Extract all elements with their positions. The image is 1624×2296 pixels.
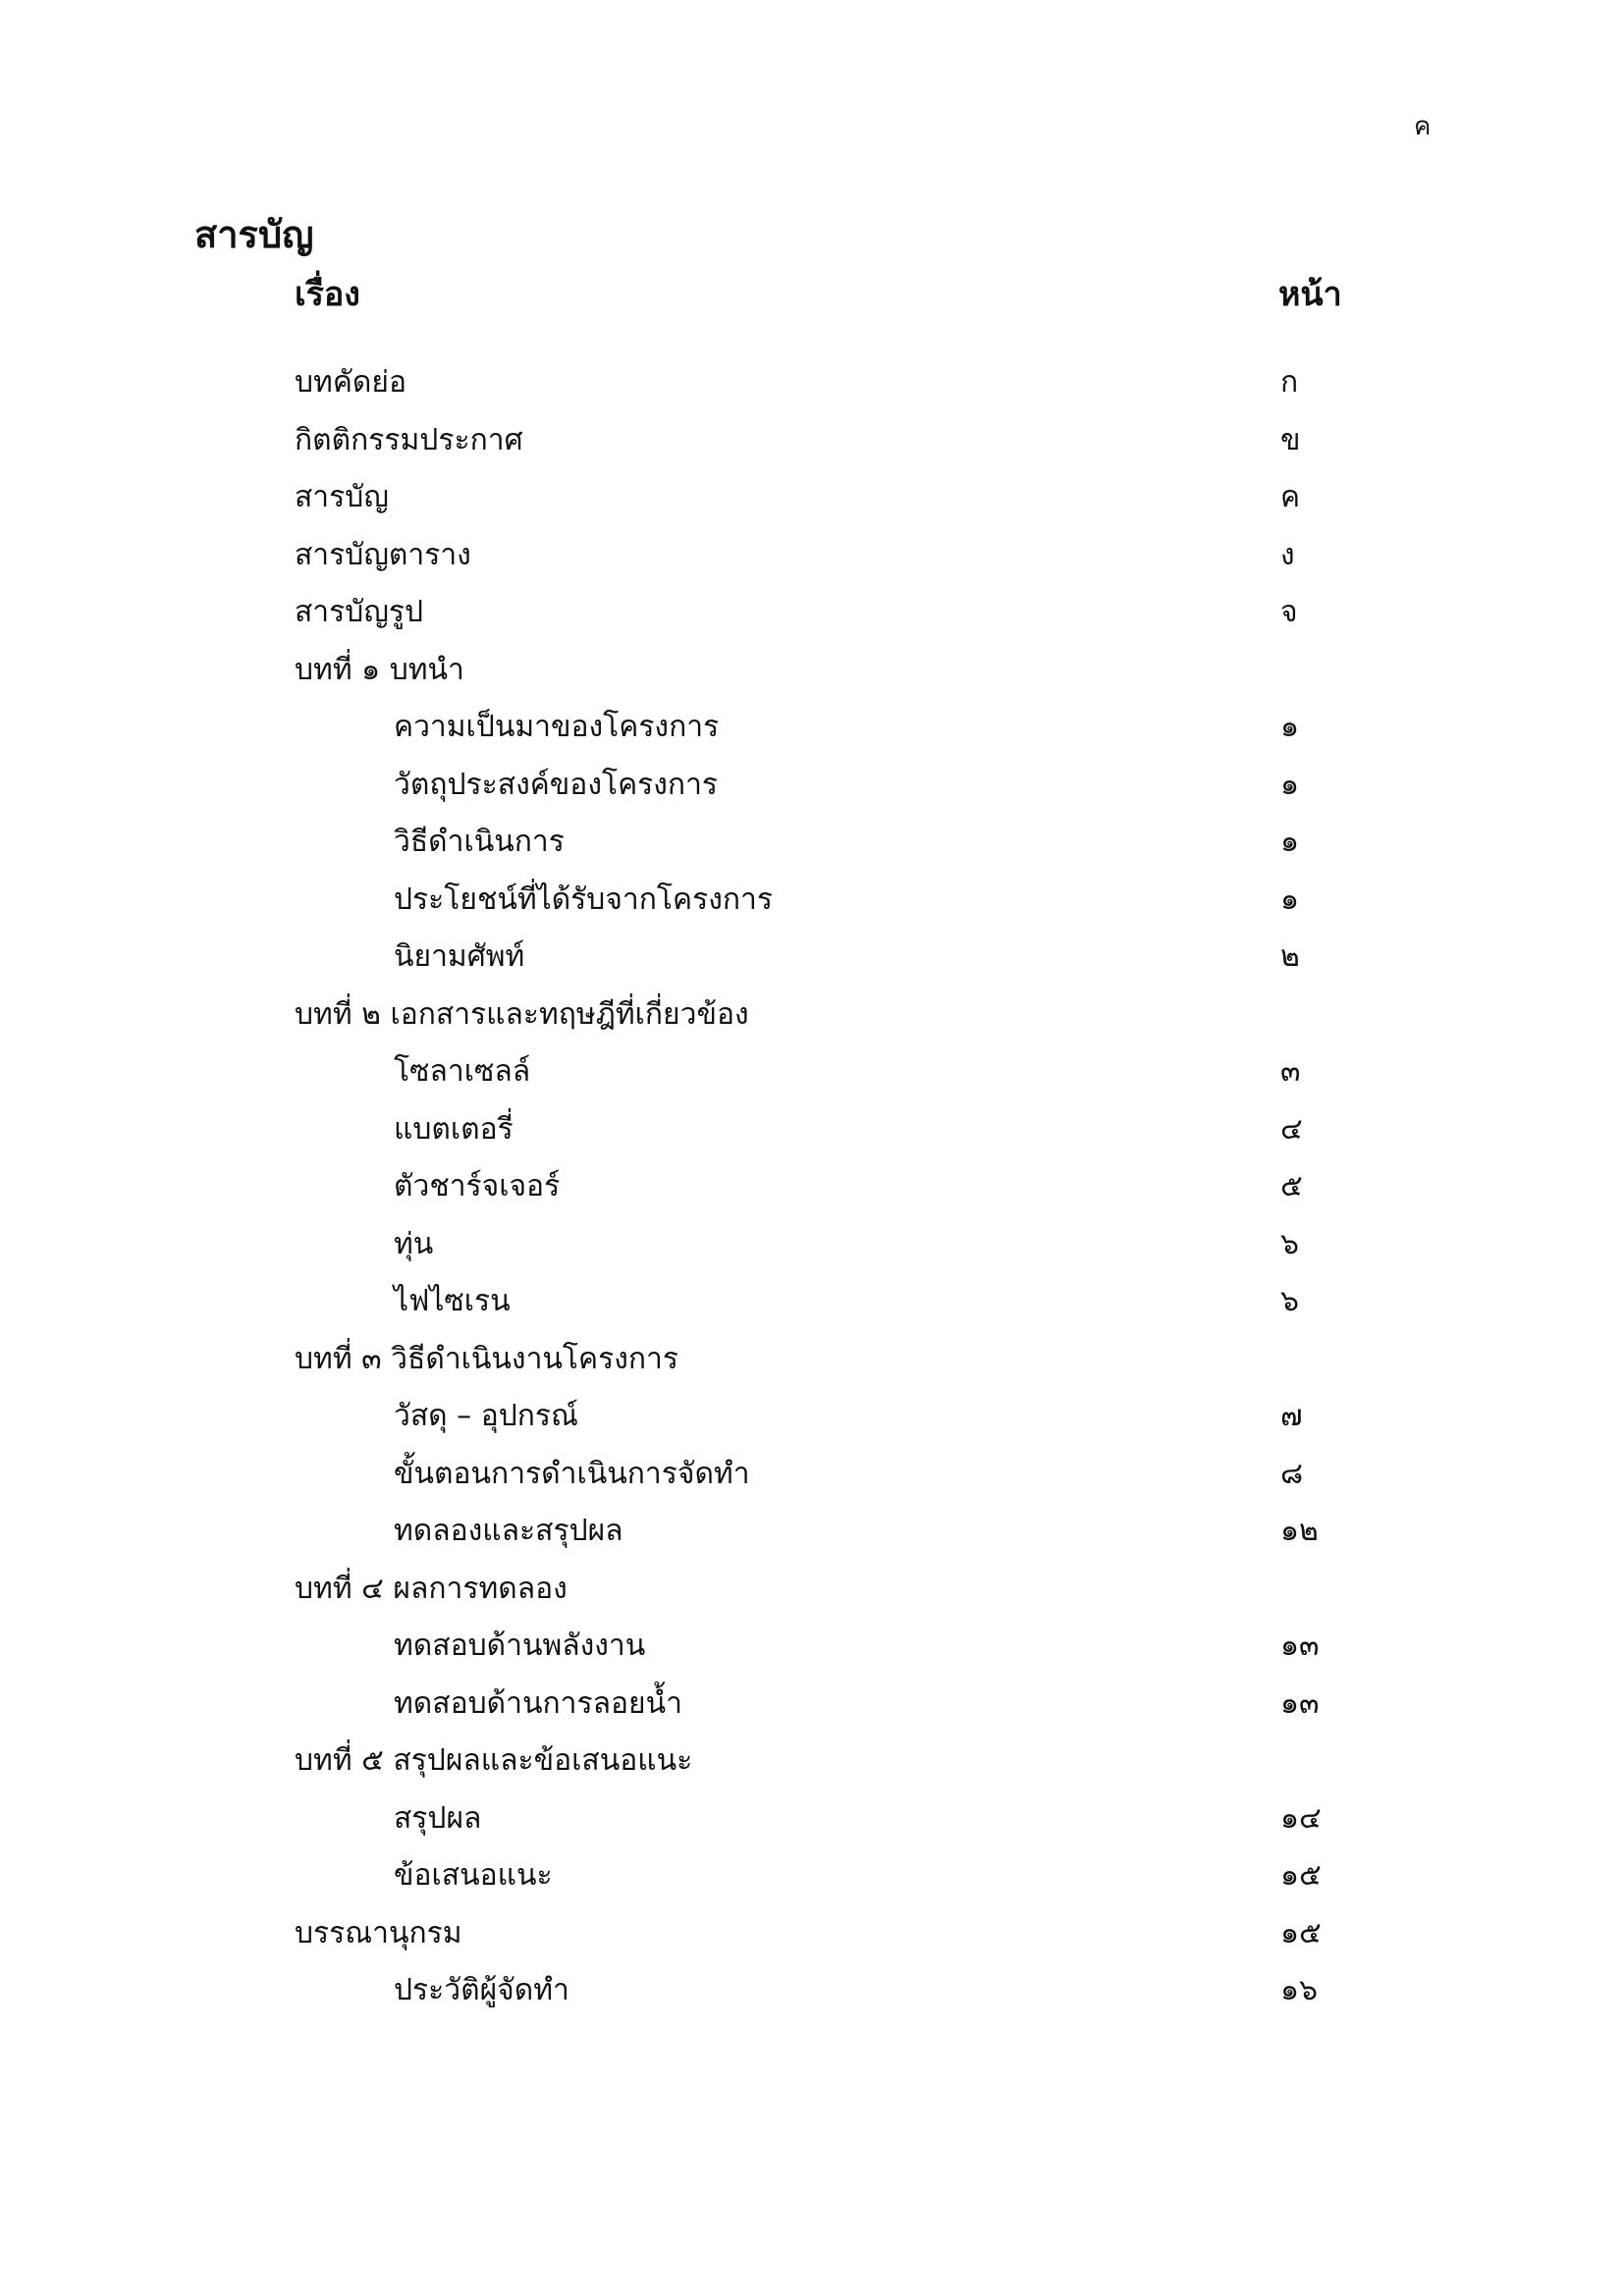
toc-subentry <box>0 1443 1624 1501</box>
toc-entry <box>0 466 1624 524</box>
toc-entry-label: ประวัติผู้จัดทำ <box>394 1973 569 2007</box>
toc-entry-label: ขั้นตอนการดำเนินการจัดทำ <box>394 1456 750 1491</box>
toc-entry-page: ๑ <box>1280 881 1300 917</box>
toc-entry-page: ๑๕ <box>1280 1858 1322 1893</box>
toc-entry-label: ประโยชน์ที่ได้รับจากโครงการ <box>394 881 773 917</box>
toc-entry-label: ความเป็นมาของโครงการ <box>394 710 720 744</box>
toc-entry-label: ทุ่น <box>394 1226 434 1261</box>
toc-entry-page: ๑๕ <box>1280 1915 1322 1950</box>
toc-subentry <box>0 1213 1624 1271</box>
toc-entry-label: บทที่ ๕ สรุปผลและข้อเสนอแนะ <box>295 1743 693 1778</box>
toc-subentry <box>0 1615 1624 1673</box>
toc-entry-label: บรรณานุกรม <box>295 1915 462 1950</box>
toc-entry-page: ก <box>1280 365 1299 400</box>
toc-entry <box>0 1328 1624 1386</box>
toc-entry-page: ๕ <box>1280 1169 1303 1203</box>
toc-entry-page: ง <box>1280 537 1295 572</box>
toc-entry <box>0 409 1624 467</box>
toc-entry <box>0 1730 1624 1788</box>
page-number: ค <box>1414 112 1432 141</box>
toc-entry-label: ทดสอบด้านการลอยน้ำ <box>394 1685 682 1721</box>
toc-subentry <box>0 1788 1624 1845</box>
toc-entry-label: บทที่ ๒ เอกสารและทฤษฎีที่เกี่ยวข้อง <box>295 996 749 1032</box>
toc-subentry <box>0 696 1624 754</box>
toc-entry-page: ค <box>1280 480 1301 514</box>
toc-entry-page: ๑๓ <box>1280 1629 1320 1663</box>
toc-entry-label: สารบัญรูป <box>295 595 424 629</box>
toc-subentry <box>0 1041 1624 1098</box>
toc-list <box>0 351 1624 2017</box>
toc-subentry <box>0 1270 1624 1328</box>
toc-entry-page: ข <box>1280 422 1301 457</box>
toc-entry-label: บทที่ ๓ วิธีดำเนินงานโครงการ <box>295 1341 678 1376</box>
toc-subentry <box>0 1385 1624 1443</box>
toc-entry-label: สรุปผล <box>394 1800 482 1836</box>
toc-entry-label: ข้อเสนอแนะ <box>394 1858 553 1893</box>
toc-entry-page: ๓ <box>1280 1054 1301 1089</box>
toc-entry-label: สารบัญ <box>295 480 389 514</box>
toc-entry-page: ๒ <box>1280 939 1300 974</box>
toc-entry <box>0 581 1624 639</box>
toc-entry-label: วัตถุประสงค์ของโครงการ <box>394 767 719 802</box>
toc-entry-label: กิตติกรรมประกาศ <box>295 422 523 457</box>
toc-subentry <box>0 1098 1624 1156</box>
toc-entry-label: วัสดุ – อุปกรณ์ <box>394 1399 578 1433</box>
toc-subentry <box>0 869 1624 927</box>
toc-entry <box>0 1558 1624 1616</box>
toc-entry-page: ๔ <box>1280 1111 1303 1147</box>
toc-entry-label: ทดสอบด้านพลังงาน <box>394 1629 646 1663</box>
toc-entry-page: ๑๓ <box>1280 1685 1320 1721</box>
toc-title: สารบัญ <box>194 213 314 256</box>
toc-entry-label: บทคัดย่อ <box>295 365 406 400</box>
toc-subentry <box>0 754 1624 812</box>
toc-entry-label: บทที่ ๑ บทนำ <box>295 652 464 687</box>
toc-entry-page: ๖ <box>1280 1284 1300 1318</box>
toc-entry-label: ตัวชาร์จเจอร์ <box>394 1169 561 1203</box>
toc-entry-label: วิธีดำเนินการ <box>394 825 565 859</box>
toc-entry <box>0 351 1624 409</box>
toc-subentry <box>0 1155 1624 1213</box>
toc-entry-page: ๑ <box>1280 710 1300 744</box>
toc-entry-page: ๖ <box>1280 1226 1300 1261</box>
toc-subentry <box>0 1844 1624 1902</box>
toc-entry-page: ๑๒ <box>1280 1514 1319 1548</box>
toc-entry-label: แบตเตอรี่ <box>394 1111 514 1147</box>
toc-entry-page: ๑๔ <box>1280 1800 1322 1836</box>
toc-entry-page: ๑ <box>1280 825 1300 859</box>
toc-entry-page: ๑๖ <box>1280 1973 1319 2007</box>
toc-entry-label: โซลาเซลล์ <box>394 1054 531 1089</box>
toc-entry-page: ๘ <box>1280 1456 1304 1491</box>
toc-entry <box>0 984 1624 1041</box>
toc-entry-page: จ <box>1280 595 1298 629</box>
toc-entry-page: ๑ <box>1280 767 1300 802</box>
toc-subentry <box>0 1673 1624 1731</box>
page-column-header: หน้า <box>1278 275 1342 314</box>
toc-entry-label: นิยามศัพท์ <box>394 939 525 974</box>
toc-entry-label: ไฟไซเรน <box>394 1284 511 1318</box>
toc-entry-page: ๗ <box>1280 1399 1303 1433</box>
toc-entry-label: ทดลองและสรุปผล <box>394 1514 623 1548</box>
toc-entry <box>0 639 1624 697</box>
toc-subentry <box>0 1959 1624 2017</box>
toc-entry <box>0 524 1624 582</box>
topic-column-header: เรื่อง <box>295 275 360 314</box>
toc-entry-label: บทที่ ๔ ผลการทดลอง <box>295 1571 568 1606</box>
toc-subentry <box>0 926 1624 984</box>
toc-subentry <box>0 811 1624 869</box>
toc-subentry <box>0 1500 1624 1558</box>
toc-entry-label: สารบัญตาราง <box>295 537 471 572</box>
toc-entry <box>0 1902 1624 1960</box>
